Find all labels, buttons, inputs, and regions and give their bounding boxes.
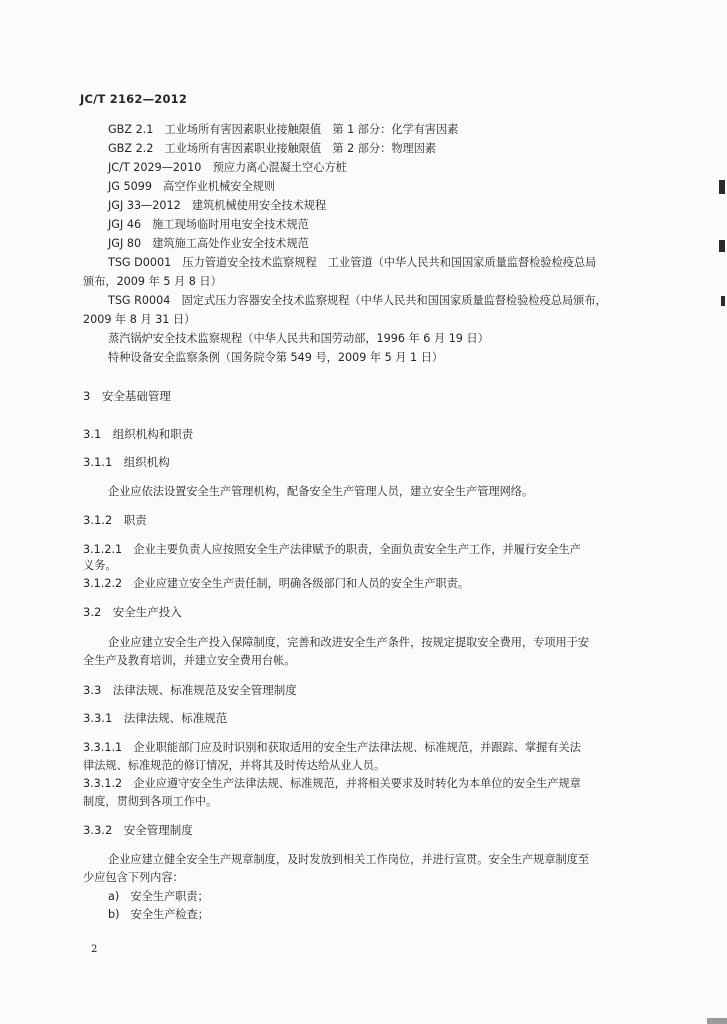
reference-special-equipment: 特种设备安全监察条例（国务院令第 549 号，2009 年 5 月 1 日） (108, 351, 444, 364)
list-item-a: a) 安全生产职责； (108, 890, 209, 903)
scan-edge-mark-top (719, 180, 725, 194)
reference-jgj-33: JGJ 33—2012 建筑机械使用安全技术规程 (108, 199, 327, 212)
section-3-3-2-heading: 3.3.2 安全管理制度 (83, 823, 193, 837)
scan-edge-mark-lower (721, 296, 725, 306)
reference-boiler-regulation: 蒸汽锅炉安全技术监察规程（中华人民共和国劳动部，1996 年 6 月 19 日） (108, 332, 489, 345)
section-3-1-2-1-line2: 义务。 (83, 559, 117, 572)
section-3-1-2-heading: 3.1.2 职责 (83, 513, 147, 527)
page-number: 2 (91, 944, 98, 955)
reference-gbz-2-2: GBZ 2.2 工业场所有害因素职业接触限值 第 2 部分：物理因素 (108, 142, 437, 155)
scan-corner-shadow (707, 1018, 727, 1024)
section-3-3-2-text-line2: 少应包含下列内容： (83, 871, 184, 884)
section-3-2-text-line1: 企业应建立安全生产投入保障制度，完善和改进安全生产条件，按规定提取安全费用，专项用于安 (108, 636, 590, 649)
section-3-3-1-2-line1: 3.3.1.2 企业应遵守安全生产法律法规、标准规范，并将相关要求及时转化为本单位的安全生产规章 (83, 777, 581, 790)
section-3-1-2-1-line1: 3.1.2.1 企业主要负责人应按照安全生产法律赋予的职责，全面负责安全生产工作，并履行安全生产 (83, 543, 581, 556)
section-3-2-heading: 3.2 安全生产投入 (83, 605, 182, 619)
section-3-heading: 3 安全基础管理 (83, 389, 171, 403)
reference-tsg-d0001-line1: TSG D0001 压力管道安全技术监察规程 工业管道（中华人民共和国国家质量监督检验检疫总局 (108, 256, 597, 269)
section-3-3-1-2-line2: 制度，贯彻到各项工作中。 (83, 795, 218, 808)
reference-jg-5099: JG 5099 高空作业机械安全规则 (108, 180, 276, 193)
section-3-1-2-2: 3.1.2.2 企业应建立安全生产责任制，明确各级部门和人员的安全生产职责。 (83, 577, 469, 590)
section-3-1-1-text: 企业应依法设置安全生产管理机构，配备安全生产管理人员，建立安全生产管理网络。 (108, 485, 534, 498)
section-3-1-1-heading: 3.1.1 组织机构 (83, 455, 170, 469)
section-3-3-heading: 3.3 法律法规、标准规范及安全管理制度 (83, 683, 297, 697)
reference-tsg-r0004-line1: TSG R0004 固定式压力容器安全技术监察规程（中华人民共和国国家质量监督检验检疫总局颁布， (108, 294, 607, 307)
reference-gbz-2-1: GBZ 2.1 工业场所有害因素职业接触限值 第 1 部分：化学有害因素 (108, 123, 459, 136)
section-3-3-1-1-line1: 3.3.1.1 企业职能部门应及时识别和获取适用的安全生产法律法规、标准规范，并跟踪、掌握有关法 (83, 741, 581, 754)
section-3-3-1-1-line2: 律法规、标准规范的修订情况，并将其及时传达给从业人员。 (83, 759, 386, 772)
section-3-3-1-heading: 3.3.1 法律法规、标准规范 (83, 711, 228, 725)
section-3-1-heading: 3.1 组织机构和职责 (83, 427, 194, 441)
reference-tsg-r0004-line2: 2009 年 8 月 31 日） (83, 313, 196, 326)
scan-edge-mark-middle (719, 240, 725, 252)
section-3-2-text-line2: 全生产及教育培训，并建立安全费用台帐。 (83, 654, 296, 667)
reference-tsg-d0001-line2: 颁布，2009 年 5 月 8 日） (83, 275, 222, 288)
list-item-b: b) 安全生产检查； (108, 908, 209, 921)
standard-code-header: JC/T 2162—2012 (80, 92, 188, 106)
reference-jc-t-2029: JC/T 2029—2010 预应力离心混凝土空心方桩 (108, 161, 347, 174)
reference-jgj-80: JGJ 80 建筑施工高处作业安全技术规范 (108, 237, 309, 250)
reference-jgj-46: JGJ 46 施工现场临时用电安全技术规范 (108, 218, 309, 231)
section-3-3-2-text-line1: 企业应建立健全安全生产规章制度，及时发放到相关工作岗位，并进行宣贯。安全生产规章制度至 (108, 853, 590, 866)
